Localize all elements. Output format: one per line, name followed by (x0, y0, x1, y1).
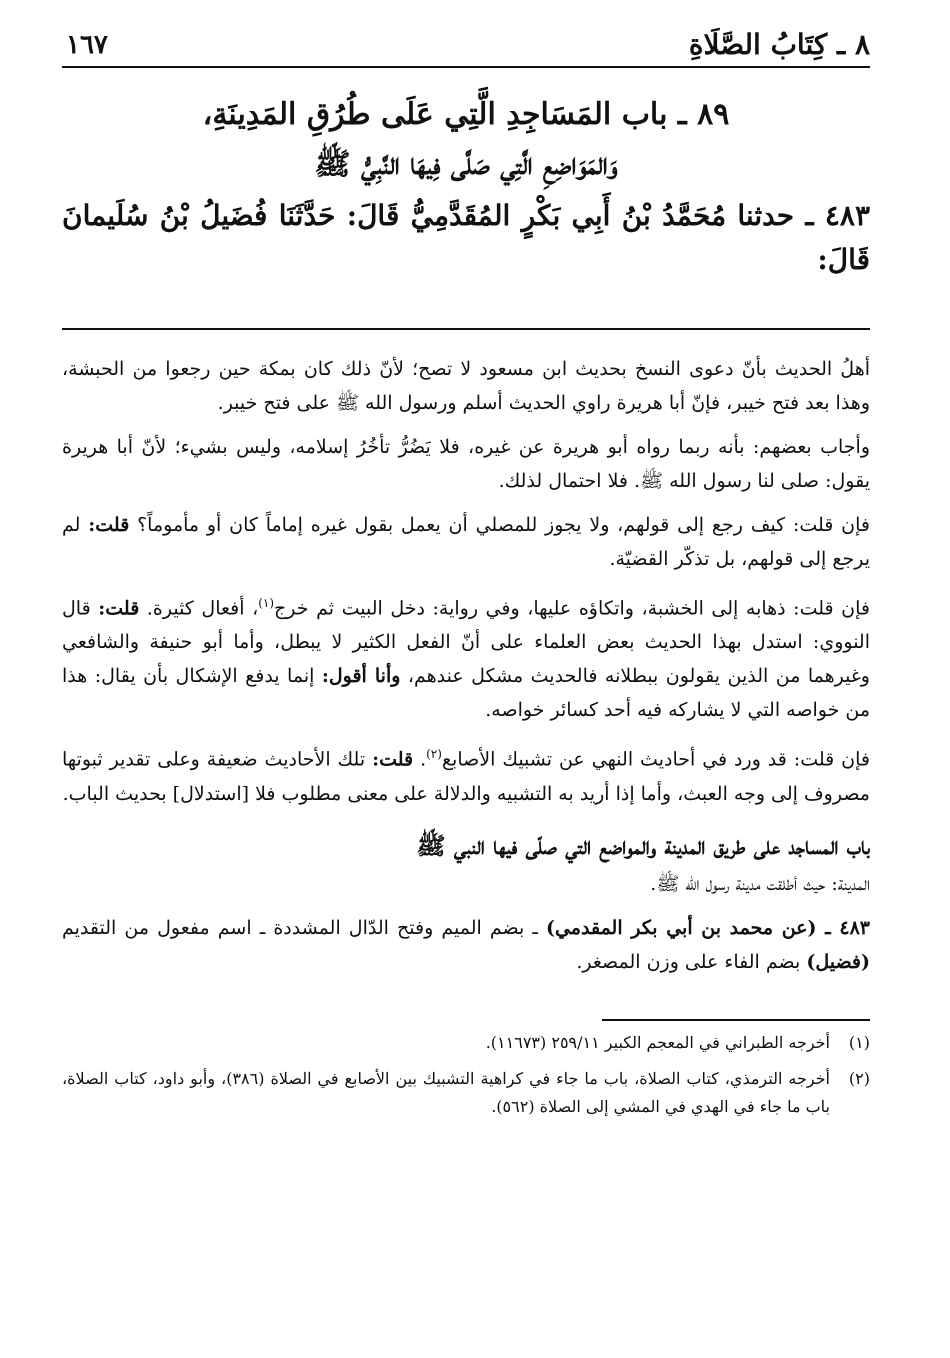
header-rule (62, 66, 870, 68)
text-run: إنما يدفع الإشكال بأن يقال: هذا من خواصه التي لا يشاركه فيه أحد كسائر خواصه. (62, 665, 870, 722)
chapter-title: ٨ ـ كِتَابُ الصَّلَاةِ (688, 28, 870, 61)
text-run: . (413, 748, 427, 771)
chapter-heading-line1: ٨٩ ـ باب المَسَاجِدِ الَّتِي عَلَى طُرُقِ المَدِينَةِ، (202, 97, 730, 132)
footnote-text: أخرجه الطبراني في المعجم الكبير ٢٥٩/١١ (١١٦٧٣). (485, 1032, 830, 1052)
section-subheading: باب المساجد على طريق المدينة والمواضع التي صلّى فيها النبي ﷺ (416, 830, 870, 860)
bold-label: قلت: (98, 597, 140, 620)
commentary-paragraph: وأجاب بعضهم: بأنه ربما رواه أبو هريرة عن غيره، فلا يَضُرُّ تأخُرُ إسلامه، وليس بشيء؛ لأنّ أبا هريرة يقول: صلى لنا رسول الله ﷺ. فلا احتمال لذلك. (62, 436, 870, 492)
text-run: تلك الأحاديث ضعيفة وعلى تقدير ثبوتها مصروف إلى وجه العبث، وأما إذا أريد به التشبيه والدلالة على معنى مطلوب فلا [استدلال] بحديث الباب. (62, 748, 870, 805)
text-run: قال النووي: استدل بهذا الحديث بعض العلماء على أنّ الفعل الكثير لا يبطل، وأما أبو حنيفة والشافعي وغيرهما من الذين يقولون ببطلانه فالحديث مشكل عندهم، (62, 597, 870, 688)
hadith-text: ٤٨٣ ـ حدثنا مُحَمَّدُ بْنُ أَبِي بَكْرٍ المُقَدَّمِيُّ قَالَ: حَدَّثَنَا فُضَيلُ بْنُ سُلَيمانَ قَالَ: (62, 199, 870, 276)
text-run: ، أفعال كثيرة. (139, 597, 259, 620)
madina-note: المدينة: حيث أطلقت مدينة رسول الله ﷺ. (650, 872, 870, 895)
footnote-text: أخرجه الترمذي، كتاب الصلاة، باب ما جاء في كراهية التشبيك بين الأصابع في الصلاة (٣٨٦)، وأبو داود، كتاب الصلاة، باب ما جاء في الهدي في المشي إلى الصلاة (٥٦٢). (62, 1068, 831, 1116)
text-run: بضم الفاء على وزن المصغر. (576, 950, 807, 973)
text-run: لم يرجع إلى قولهم، بل تذكّر القضيّة. (62, 514, 870, 570)
chapter-heading (62, 90, 870, 190)
commentary-paragraph: أهلُ الحديث بأنّ دعوى النسخ بحديث ابن مسعود لا تصح؛ لأنّ ذلك كان بمكة حين رجعوا من الحبشة، وهذا بعد فتح خيبر، فإنّ أبا هريرة راوي الحديث أسلم ورسول الله ﷺ على فتح خيبر. (62, 358, 870, 414)
bold-label: ٤٨٣ ـ (عن محمد بن أبي بكر المقدمي) (545, 916, 870, 939)
commentary-paragraph (62, 586, 870, 727)
book-page (62, 0, 870, 1121)
bold-label: قلت: (372, 748, 414, 771)
footnote-separator (602, 1019, 870, 1021)
commentary-paragraph (62, 737, 870, 810)
footnote (62, 1029, 870, 1057)
text-run: فإن قلت: ذهابه إلى الخشبة، واتكاؤه عليها، وفي رواية: دخل البيت ثم خرج (274, 597, 870, 620)
text-run: فإن قلت: قد ورد في أحاديث النهي عن تشبيك الأصابع (441, 748, 870, 771)
footnote (62, 1065, 870, 1121)
bold-label: (فضيل) (806, 950, 870, 973)
bold-label: قلت: (88, 514, 130, 536)
page-header (62, 0, 870, 72)
footnote-number: (١) (848, 1032, 870, 1052)
chapter-heading-line2: وَالمَوَاضِعِ الَّتِي صَلَّى فِيهَا النَّبِيُّ ﷺ (314, 147, 618, 182)
footnote-ref[interactable]: (٢) (426, 747, 442, 762)
text-run: فإن قلت: كيف رجع إلى قولهم، ولا يجوز للمصلي أن يعمل بقول غيره إماماً كان أو مأموماً؟ (129, 514, 870, 536)
bold-label: وأنا أقول: (321, 665, 401, 688)
footnote-number: (٢) (848, 1068, 870, 1088)
commentary-paragraph (62, 508, 870, 576)
page-number: ١٦٧ (66, 30, 108, 60)
hadith-note (62, 911, 870, 979)
text-run: ـ بضم الميم وفتح الدّال المشددة ـ اسم مفعول من التقديم (62, 916, 546, 939)
text-divider (62, 328, 870, 330)
footnote-ref[interactable]: (١) (258, 596, 275, 610)
